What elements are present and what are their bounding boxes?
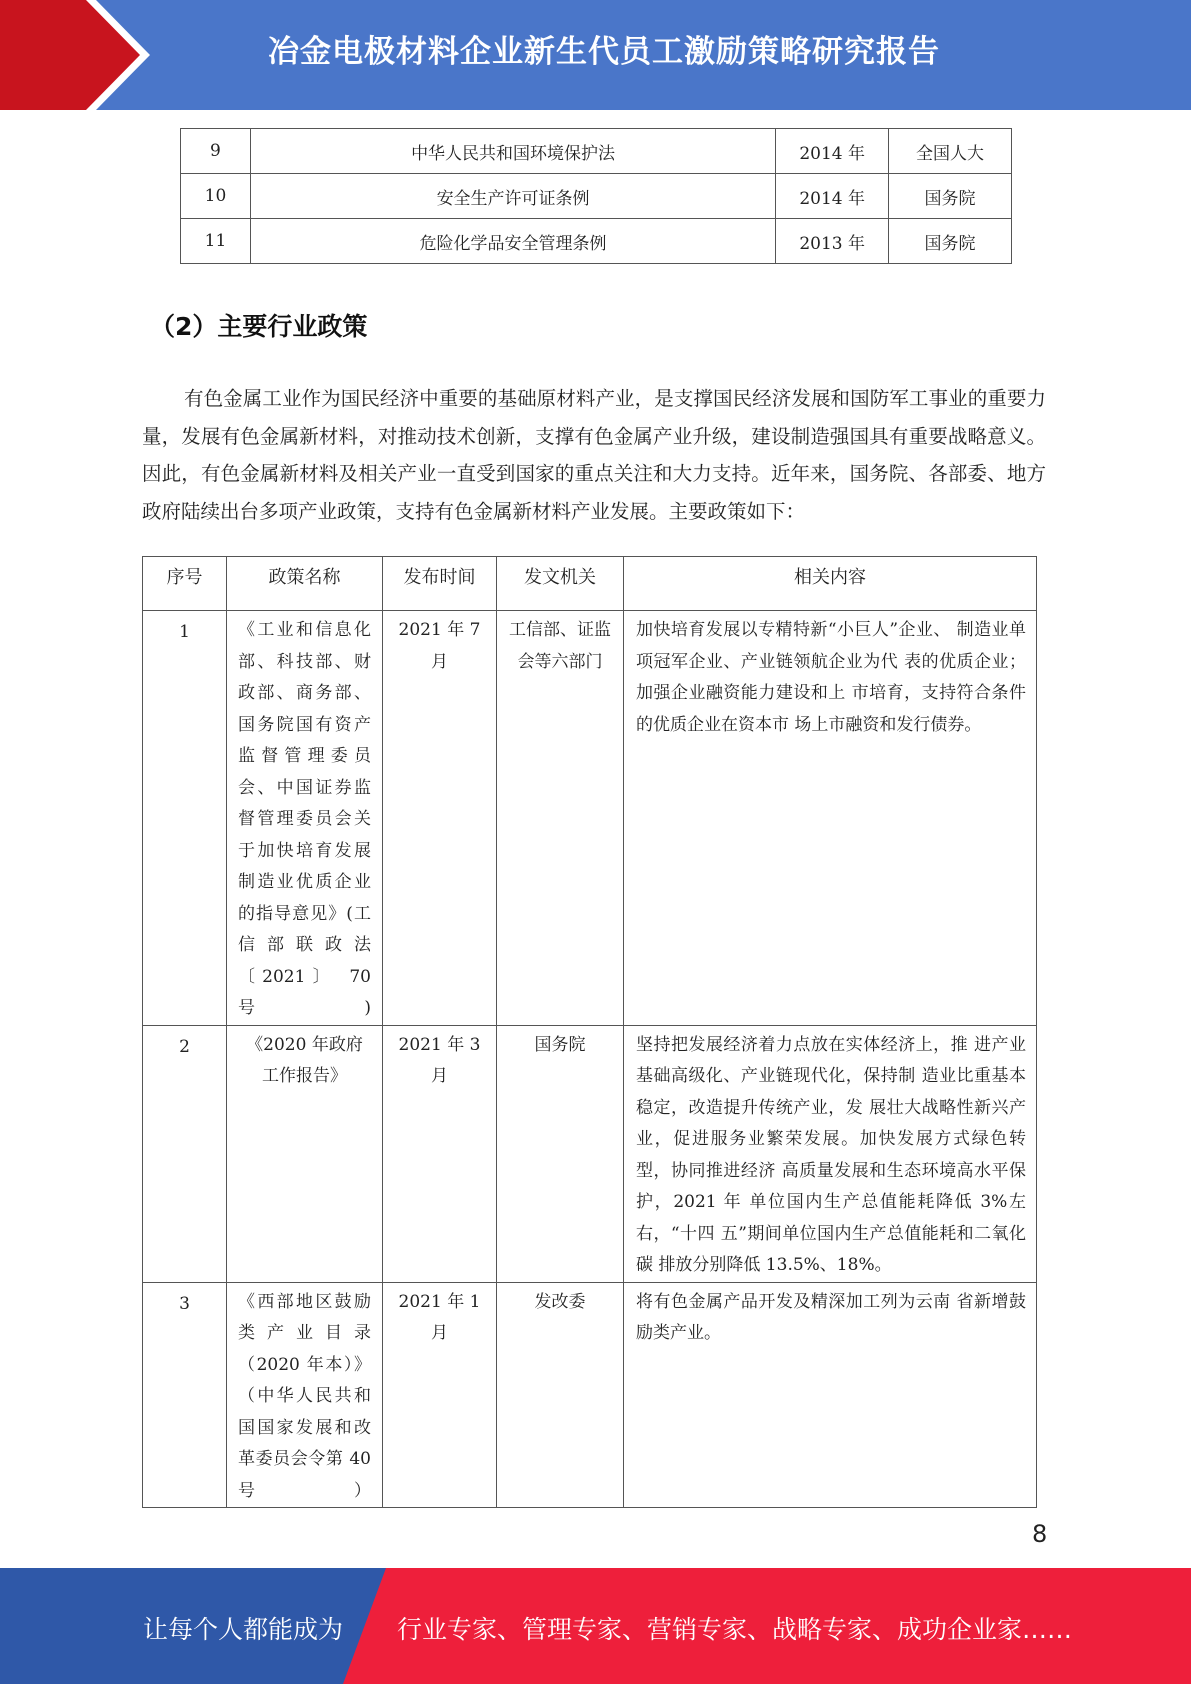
policy-name: 《工业和信息化部、科技部、财政部、商务部、国务院国有资产监督管理委员会、中国证券监督管理委员会关于加快培育发展制造业优质企业的指导意见》(工信部联政法〔2021〕 70 号) — [227, 611, 383, 1026]
law-year: 2014 年 — [776, 174, 889, 219]
law-issuer: 国务院 — [889, 174, 1012, 219]
policy-no: 1 — [143, 611, 227, 1026]
policy-date: 2021 年 7 月 — [383, 611, 497, 1026]
table-header-row — [143, 557, 1037, 611]
policy-table — [142, 556, 1037, 1508]
section-heading: （2）主要行业政策 — [150, 312, 368, 341]
header-content: 相关内容 — [624, 557, 1037, 611]
policy-date: 2021 年 3 月 — [383, 1025, 497, 1282]
intro-paragraph: 有色金属工业作为国民经济中重要的基础原材料产业，是支撑国民经济发展和国防军工事业的重要力量，发展有色金属新材料，对推动技术创新，支撑有色金属产业升级，建设制造强国具有重要战略意义。因此，有色金属新材料及相关产业一直受到国家的重点关注和大力支持。近年来，国务院、各部委、地方政府陆续出台多项产业政策，支持有色金属新材料产业发展。主要政策如下： — [142, 387, 1046, 523]
law-no: 9 — [181, 129, 251, 174]
header-date: 发布时间 — [383, 557, 497, 611]
law-name: 安全生产许可证条例 — [250, 174, 775, 219]
header-no: 序号 — [143, 557, 227, 611]
policy-org: 工信部、证监会等六部门 — [497, 611, 624, 1026]
header-name: 政策名称 — [227, 557, 383, 611]
law-year: 2013 年 — [776, 219, 889, 264]
page-footer — [0, 1568, 1191, 1684]
table-row — [181, 174, 1012, 219]
law-table — [180, 128, 1012, 264]
footer-slogan-right: 行业专家、管理专家、营销专家、战略专家、成功企业家…… — [397, 1615, 1073, 1644]
page-header — [0, 0, 1191, 110]
page-number: 8 — [1032, 1520, 1048, 1548]
policy-no: 3 — [143, 1282, 227, 1508]
header-arrow-icon — [0, 0, 140, 110]
header-org: 发文机关 — [497, 557, 624, 611]
policy-content: 将有色金属产品开发及精深加工列为云南 省新增鼓励类产业。 — [624, 1282, 1037, 1508]
table-row — [181, 219, 1012, 264]
law-issuer: 全国人大 — [889, 129, 1012, 174]
law-no: 10 — [181, 174, 251, 219]
policy-org: 发改委 — [497, 1282, 624, 1508]
policy-date: 2021 年 1 月 — [383, 1282, 497, 1508]
table-row — [143, 611, 1037, 1026]
law-year: 2014 年 — [776, 129, 889, 174]
footer-slogan-left: 让每个人都能成为 — [143, 1615, 344, 1644]
law-no: 11 — [181, 219, 251, 264]
policy-content: 坚持把发展经济着力点放在实体经济上，推 进产业基础高级化、产业链现代化，保持制 造业比重基本稳定，改造提升传统产业，发 展壮大战略性新兴产业，促进服务业繁荣发展。加快发展方式绿色转型，协同推进经济 高质量发展和生态环境高水平保护，2021 年 单位国内生产总值能耗降低 3%左右，“十四 五”期间单位国内生产总值能耗和二氧化碳 排放分别降低 13.5%、18%。 — [624, 1025, 1037, 1282]
table-row — [181, 129, 1012, 174]
policy-content: 加快培育发展以专精特新“小巨人”企业、 制造业单项冠军企业、产业链领航企业为代 表的优质企业；加强企业融资能力建设和上 市培育，支持符合条件的优质企业在资本市 场上市融资和发行债券。 — [624, 611, 1037, 1026]
policy-name: 《西部地区鼓励类产业目录（2020 年本）》（中华人民共和国国家发展和改革委员会令第 40 号） — [227, 1282, 383, 1508]
policy-name: 《2020 年政府工作报告》 — [227, 1025, 383, 1282]
table-row — [143, 1025, 1037, 1282]
report-title: 冶金电极材料企业新生代员工激励策略研究报告 — [268, 34, 940, 70]
policy-org: 国务院 — [497, 1025, 624, 1282]
law-name: 中华人民共和国环境保护法 — [250, 129, 775, 174]
policy-no: 2 — [143, 1025, 227, 1282]
law-issuer: 国务院 — [889, 219, 1012, 264]
law-name: 危险化学品安全管理条例 — [250, 219, 775, 264]
table-row — [143, 1282, 1037, 1508]
